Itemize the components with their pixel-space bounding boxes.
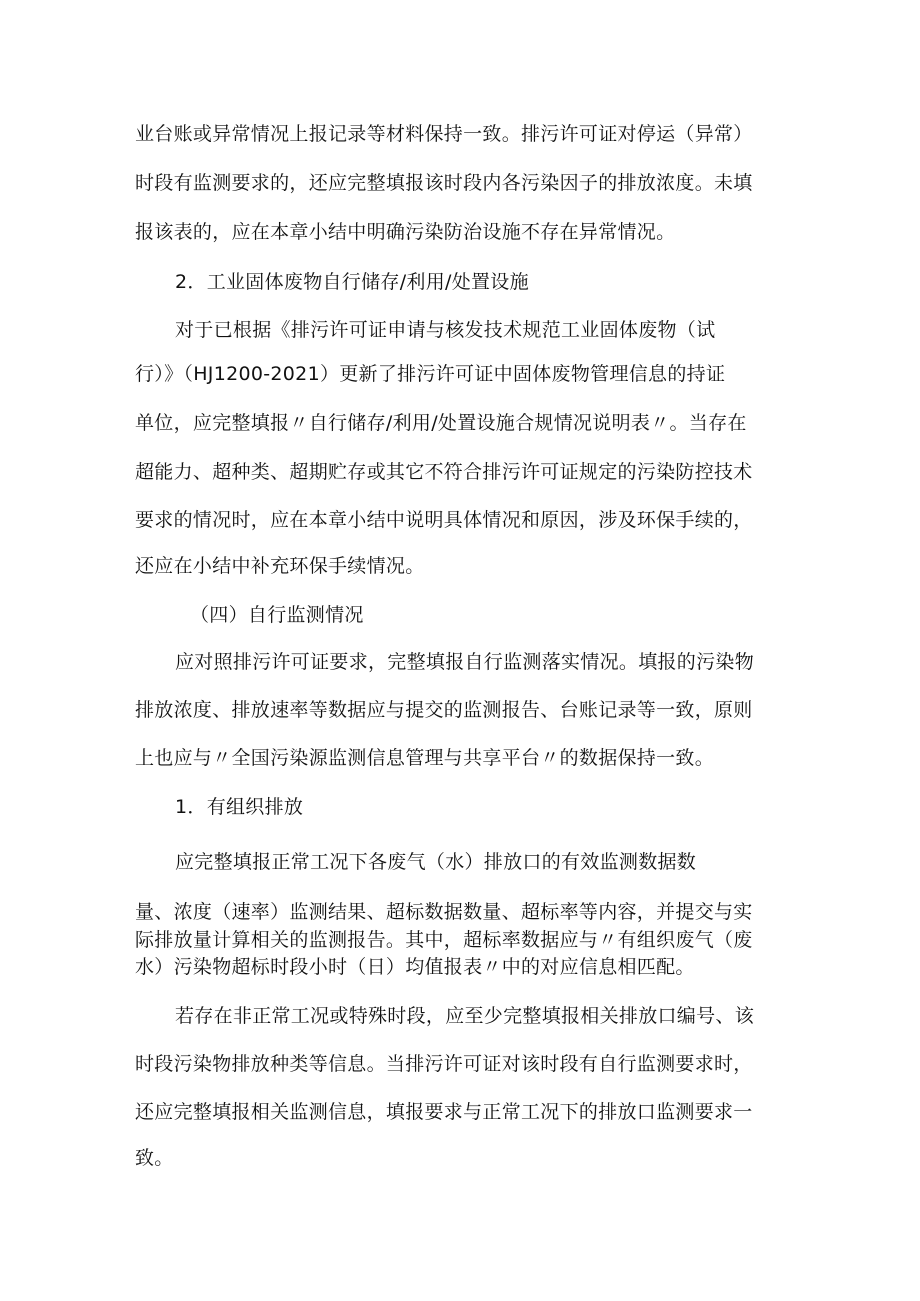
body-text-line: 单位，应完整填报〃自行储存/利用/处置设施合规情况说明表〃。当存在 xyxy=(135,412,747,434)
body-text-line: 对于已根据《排污许可证申请与核发技术规范工业固体废物（试 xyxy=(175,319,716,341)
section-heading: 2．工业固体废物自行储存/利用/处置设施 xyxy=(175,271,529,293)
body-text-line: 上也应与〃全国污染源监测信息管理与共享平台〃的数据保持一致。 xyxy=(135,747,715,769)
body-text-line: 还应完整填报相关监测信息，填报要求与正常工况下的排放口监测要求一 xyxy=(135,1101,753,1123)
section-heading: （四）自行监测情况 xyxy=(190,604,364,626)
body-text-line: 应对照排污许可证要求，完整填报自行监测落实情况。填报的污染物 xyxy=(175,651,755,673)
body-text-line: 排放浓度、排放速率等数据应与提交的监测报告、台账记录等一致，原则 xyxy=(135,699,753,721)
body-text-line: 超能力、超种类、超期贮存或其它不符合排污许可证规定的污染防控技术 xyxy=(135,461,753,483)
body-text-line: 业台账或异常情况上报记录等材料保持一致。排污许可证对停运（异常） xyxy=(135,123,753,145)
body-text-line: 时段有监测要求的，还应完整填报该时段内各污染因子的排放浓度。未填 xyxy=(135,172,753,194)
body-text-line: 时段污染物排放种类等信息。当排污许可证对该时段有自行监测要求时， xyxy=(135,1053,753,1075)
body-text-line: 若存在非正常工况或特殊时段，应至少完整填报相关排放口编号、该 xyxy=(175,1005,755,1027)
body-text-line: 水）污染物超标时段小时（日）均值报表〃中的对应信息相匹配。 xyxy=(135,956,695,978)
body-text-line: 量、浓度（速率）监测结果、超标数据数量、超标率等内容，并提交与实 xyxy=(135,901,753,923)
body-text-line: 际排放量计算相关的监测报告。其中，超标率数据应与〃有组织废气（废 xyxy=(135,929,753,951)
section-heading: 1．有组织排放 xyxy=(175,796,304,818)
body-text-line: 致。 xyxy=(135,1147,174,1169)
body-text-line: 还应在小结中补充环保手续情况。 xyxy=(135,555,425,577)
body-text-line: 应完整填报正常工况下各废气（水）排放口的有效监测数据数 xyxy=(175,851,697,873)
body-text-line: 报该表的，应在本章小结中明确污染防治设施不存在异常情况。 xyxy=(135,221,676,243)
body-text-line: 要求的情况时，应在本章小结中说明具体情况和原因，涉及环保手续的， xyxy=(135,509,753,531)
body-text-line: 行）》（HJ1200-2021）更新了排污许可证中固体废物管理信息的持证 xyxy=(135,363,726,385)
